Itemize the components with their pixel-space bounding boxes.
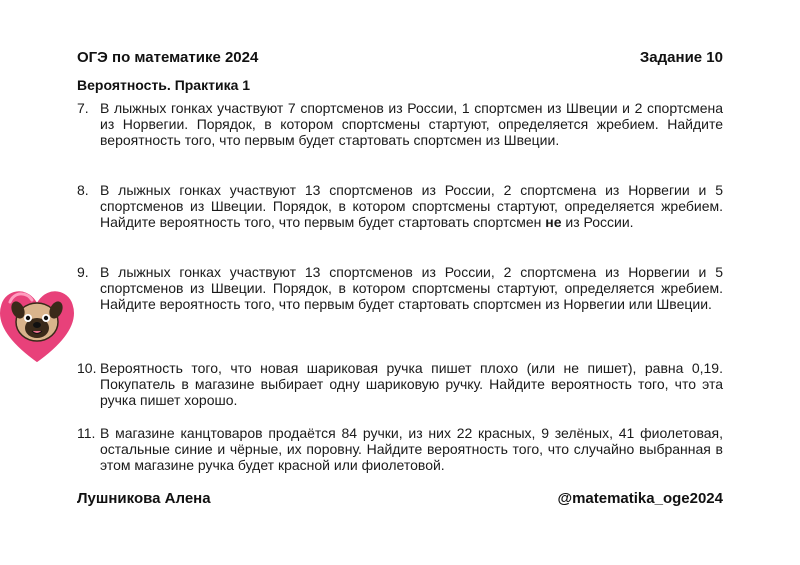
pug-heart-sticker-icon (0, 278, 78, 368)
author-name: Лушникова Алена (77, 490, 211, 507)
task-number: 10. (77, 360, 97, 376)
task-label: Задание 10 (639, 49, 723, 66)
task-text-part: из России. (561, 214, 634, 230)
task-8 (77, 182, 723, 230)
task-number: 9. (77, 264, 89, 280)
task-number: 11. (77, 425, 96, 441)
task-11 (77, 425, 723, 473)
task-text (100, 182, 723, 230)
task-text: В лыжных гонках участвуют 7 спортсменов из России, 1 спортсмен из Швеции и 2 спортсмена из Норвегии. Порядок, в котором спортсмены стартуют, определяется жребием. Найдите вероятность того, что первым будет стартовать спортсмен из Швеции. (100, 100, 723, 148)
task-10 (77, 360, 723, 408)
document-title: ОГЭ по математике 2024 (77, 49, 259, 66)
section-subtitle: Вероятность. Практика 1 (77, 77, 251, 93)
task-emphasis: не (545, 214, 562, 230)
task-text: В магазине канцтоваров продаётся 84 ручки, из них 22 красных, 9 зелёных, 41 фиолетовая, остальные синие и чёрные, их поровну. Найдите вероятность того, что случайно выбранная в этом магазине ручка будет красной или фиолетовой. (100, 425, 723, 473)
task-text: Вероятность того, что новая шариковая ручка пишет плохо (или не пишет), равна 0,19. Покупатель в магазине выбирает одну шариковую ручку. Найдите вероятность того, что эта ручка пишет хорошо. (100, 360, 723, 408)
task-9 (77, 264, 723, 312)
author-handle: @matematika_oge2024 (557, 490, 723, 507)
task-text-part: В лыжных гонках участвуют 13 спортсменов из России, 2 спортсмена из Норвегии и 5 спортсменов из Швеции. Порядок, в котором спортсмены стартуют, определяется жребием. Найдите вероятность того, что первым будет стартовать спортсмен (100, 182, 723, 230)
task-text: В лыжных гонках участвуют 13 спортсменов из России, 2 спортсмена из Норвегии и 5 спортсменов из Швеции. Порядок, в котором спортсмены стартуют, определяется жребием. Найдите вероятность того, что первым будет стартовать спортсмен из Норвегии или Швеции. (100, 264, 723, 312)
task-number: 7. (77, 100, 89, 116)
task-7 (77, 100, 723, 148)
task-number: 8. (77, 182, 89, 198)
